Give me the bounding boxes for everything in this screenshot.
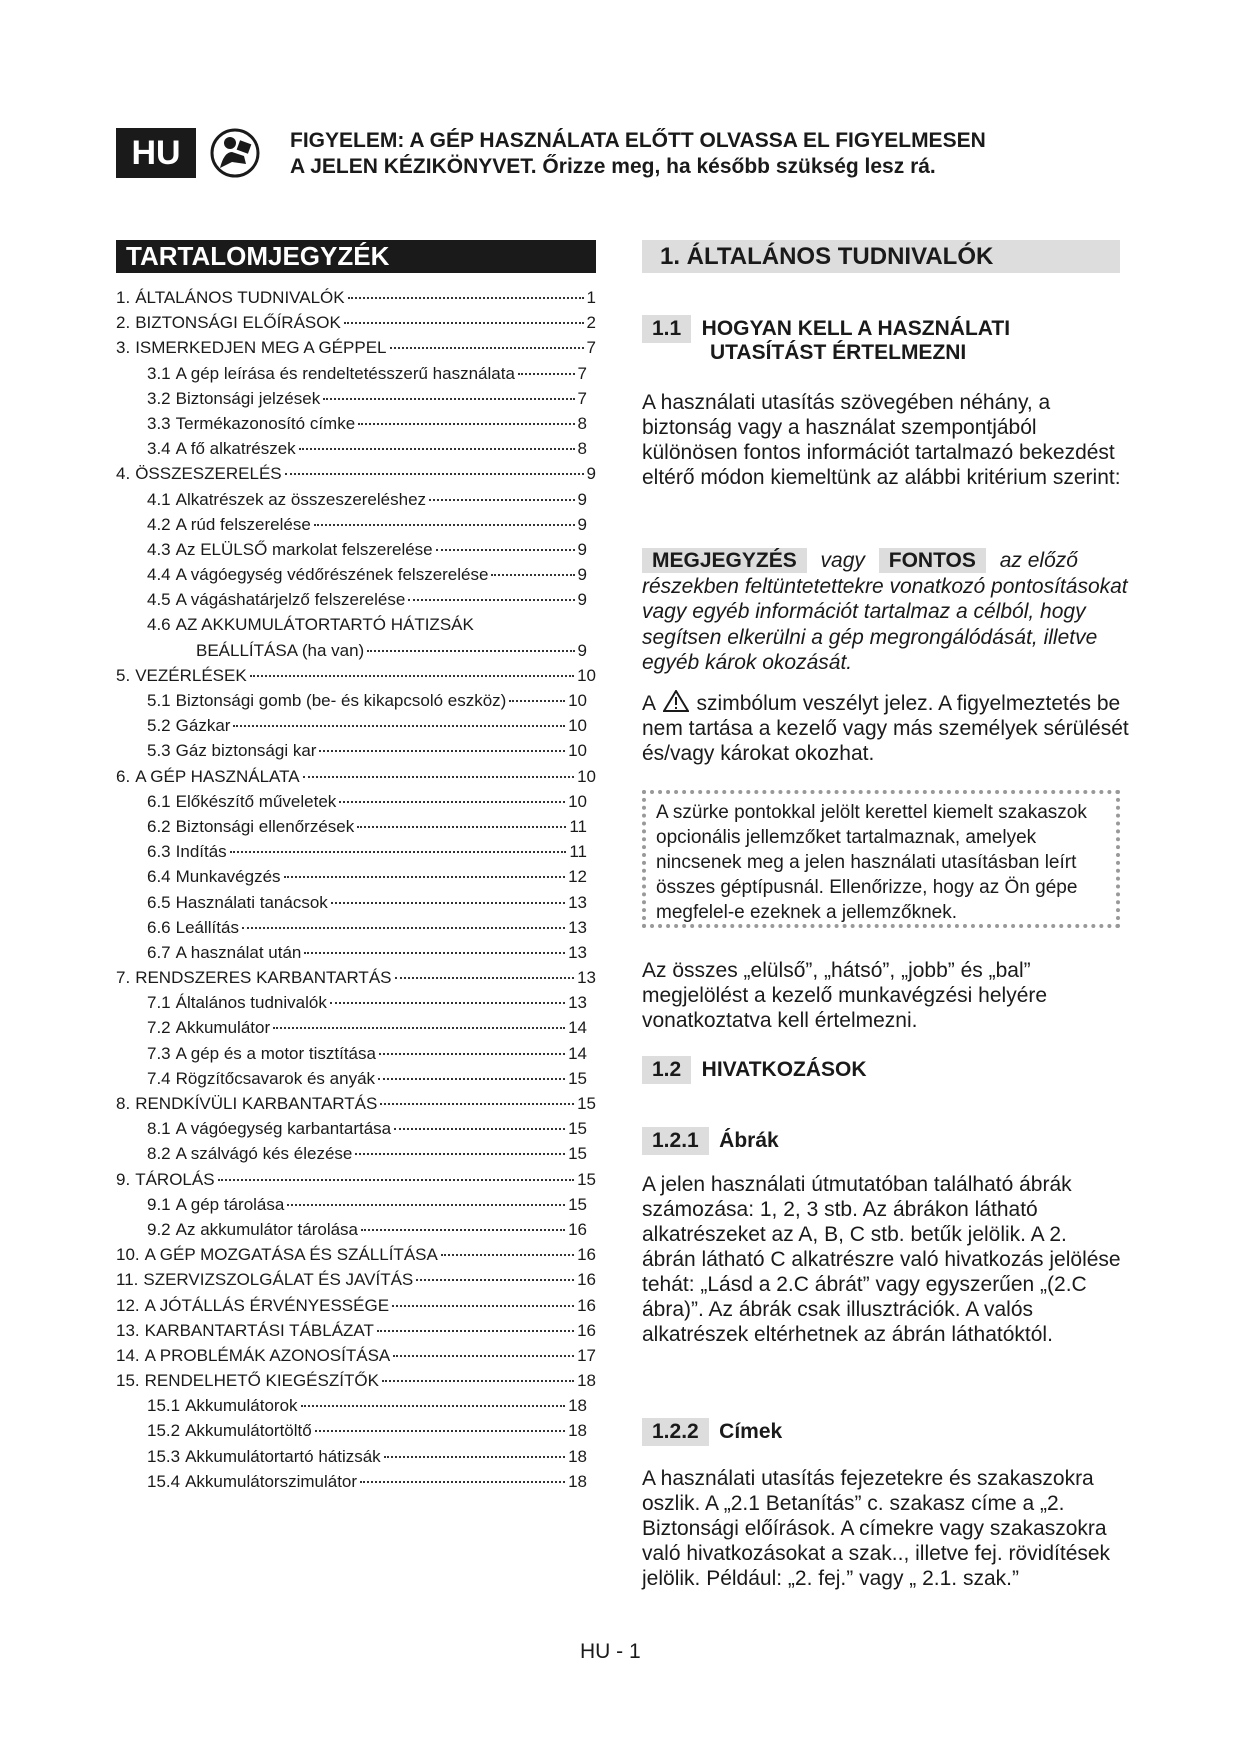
toc-item [116,1044,587,1069]
toc-item-number: 13. [116,1320,140,1340]
toc-item-page: 12 [568,867,587,887]
toc-item-label: A vágóegység védőrészének felszerelése [175,565,489,585]
toc-item-number: 6.4 [147,867,171,887]
toc-item-label: A gép tárolása [175,1194,285,1214]
toc-item-page: 13 [568,993,587,1013]
toc-item [116,540,587,565]
toc-item [116,1170,596,1195]
toc-item [116,490,587,515]
toc-leader-dots [344,322,584,324]
toc-leader-dots [509,700,565,702]
toc-leader-dots [301,1405,566,1407]
section-1-2-title: HIVATKOZÁSOK [701,1058,867,1081]
important-tag: FONTOS [879,548,986,573]
section-1-1-number: 1.1 [642,315,691,343]
toc-item [116,1396,587,1421]
toc-item [116,338,596,363]
toc-item [116,716,587,741]
toc-leader-dots [436,549,575,551]
toc-item [116,1421,587,1446]
toc-item-number: 11. [116,1270,139,1290]
toc-item [116,842,587,867]
note-text-start: az [999,549,1022,572]
toc-leader-dots [382,1380,574,1382]
toc-item-page: 15 [568,1194,587,1214]
toc-item-page: 15 [568,1068,587,1088]
symbol-paragraph [642,690,1132,766]
toc-item-label: Biztonsági ellenőrzések [175,816,355,836]
toc-item-page: 13 [568,917,587,937]
toc-item-label: Munkavégzés [175,867,281,887]
toc-item-label: Gáz biztonsági kar [175,741,317,761]
toc-leader-dots [315,1430,565,1432]
toc-item [116,918,587,943]
toc-item-label: A PROBLÉMÁK AZONOSÍTÁSA [144,1345,391,1365]
toc-item [116,1144,587,1169]
toc-item [116,414,587,439]
toc-item-label: Az ELÜLSŐ markolat felszerelése [175,539,433,559]
toc-item-number: 4.5 [147,590,171,610]
toc-item-page: 16 [577,1320,596,1340]
toc-leader-dots [377,1330,574,1332]
toc-item-label: RENDKÍVÜLI KARBANTARTÁS [135,1094,378,1113]
toc-item [116,364,587,389]
toc-title: TARTALOMJEGYZÉK [116,240,596,273]
toc-item-label: Az akkumulátor tárolása [175,1219,359,1239]
toc-item-number: 5.1 [147,691,171,710]
toc-leader-dots [394,1128,565,1130]
toc-item-number: 7.4 [147,1068,171,1088]
toc-item-page: 7 [577,388,587,408]
toc-item-label: Akkumulátor [175,1018,271,1038]
toc-item-number: 6.5 [147,892,171,912]
toc-item [116,1472,587,1497]
toc-item-page: 11 [569,816,587,836]
toc-leader-dots [218,1179,575,1181]
toc-item [116,1220,587,1245]
toc-item-number: 15. [116,1371,140,1391]
toc-item-number: 10. [116,1245,140,1265]
section-1-2-number: 1.2 [642,1056,691,1084]
toc-item [116,792,587,817]
toc-item [116,389,587,414]
section-1-2-1-paragraph: A jelen használati útmutatóban található ábrák számozása: 1, 2, 3 stb. Az ábrákon látható alkatrészeket az A, B, C stb. betűk jelölik. A 2. ábrán látható C alkatrészre való hivatkozás jelölése tehát: „Lásd a 2.C ábrát” vagy egyszerűen „(2.C ábra)”. Az ábrák csak illusztrációk. A valós alkatrészek eltérhetnek az ábrán láthatóktól. [642,1173,1121,1346]
note-text: előző részekben feltüntetettekre vonatkozó pontosításokat vagy egyéb információt tartalmaz a célból, hogy segítsen elkerülni a gép megrongálódását, illetve egyéb károk okozását. [642,549,1128,674]
toc-item-page: 15 [568,1119,587,1139]
toc-item-number: 15.1 [147,1396,181,1416]
toc-item-page: 2 [586,313,596,333]
warning-line-2: A JELEN KÉZIKÖNYVET. Őrizze meg, ha később szükség lesz rá. [290,155,936,178]
toc-item-label: Akkumulátorok [185,1396,298,1416]
warning-line-1: FIGYELEM: A GÉP HASZNÁLATA ELŐTT OLVASSA EL FIGYELMESEN [290,129,986,152]
toc-item-number: 6.3 [147,842,171,862]
toc-item [116,1296,596,1321]
toc-item-number: 2. [116,313,131,333]
toc-item-page: 9 [577,514,587,534]
toc-item-page: 9 [577,640,587,660]
section-1-2-1-number: 1.2.1 [642,1127,709,1155]
toc-item-page: 18 [577,1371,596,1391]
toc-item [116,1447,587,1472]
toc-item-page: 10 [568,741,587,761]
toc-item-label: Biztonsági jelzések [175,388,321,408]
toc-item-page: 15 [577,1169,596,1189]
toc-item-label: A vágáshatárjelző felszerelése [175,590,406,610]
toc-item [116,641,587,666]
toc-item-label: BIZTONSÁGI ELŐÍRÁSOK [135,313,341,333]
toc-item [116,767,596,792]
section-1-2-2-heading [642,1418,782,1446]
toc-item-page: 11 [569,842,587,862]
toc-leader-dots [491,574,574,576]
toc-item-label: A használat után [175,942,302,962]
optional-features-text: A szürke pontokkal jelölt kerettel kiemelt szakaszok opcionális jellemzőket tartalmaznak, amelyek nincsenek meg a jelen használati utasításban leírt összes géptípusnál. Ellenőrizze, hogy az Ön gépe megfelel-e ezeknek a jellemzőknek. [656,802,1087,923]
symbol-text: szimbólum veszélyt jelez. A figyelmeztetés be nem tartása a kezelő vagy más személyek sérülését és/vagy károkat okozhat. [642,692,1129,765]
safety-warning [290,128,986,180]
toc-item-label: Rögzítőcsavarok és anyák [175,1068,376,1088]
toc-leader-dots [355,1153,565,1155]
toc-item [116,1018,587,1043]
toc-item-page: 9 [586,464,596,484]
symbol-pre: A [642,692,655,715]
toc-item [116,1346,596,1371]
warning-triangle-icon [663,690,689,712]
section-1-1-title-line1: HOGYAN KELL A HASZNÁLATI [701,317,1011,340]
toc-leader-dots [331,902,565,904]
toc-leader-dots [330,1002,565,1004]
or-word: vagy [820,549,865,572]
toc-item-number: 15.4 [147,1471,181,1491]
toc-leader-dots [429,499,575,501]
toc-item-label: A fő alkatrészek [175,439,296,459]
toc-item [116,968,596,993]
toc-item-page: 16 [577,1295,596,1315]
toc-item-label: RENDELHETŐ KIEGÉSZÍTŐK [144,1371,379,1391]
toc-item-label: Akkumulátortöltő [185,1421,312,1441]
toc-item-number: 3.1 [147,363,171,383]
toc-item-number: 3.3 [147,413,171,433]
toc-item-label: ÖSSZESZERELÉS [135,464,282,484]
toc-leader-dots [284,876,566,878]
toc-item-label: Általános tudnivalók [175,993,327,1013]
toc-item-number: 5.2 [147,716,171,736]
toc-item-number: 3.4 [147,439,171,459]
toc-item-page: 10 [577,766,596,786]
toc-item-page: 7 [577,363,587,383]
page-number: HU - 1 [580,1640,641,1663]
direction-paragraph: Az összes „elülső”, „hátsó”, „jobb” és „bal” megjelölést a kezelő munkavégzési helyére vonatkoztatva kell értelmezni. [642,959,1048,1032]
toc-item-label: A rúd felszerelése [175,514,311,534]
toc-item-page: 9 [577,565,587,585]
toc-item-label: SZERVIZSZOLGÁLAT ÉS JAVÍTÁS [143,1270,414,1290]
toc-leader-dots [392,1305,574,1307]
toc-item [116,1245,596,1270]
toc-item [116,993,587,1018]
table-of-contents [116,288,596,1497]
toc-item-label: Biztonsági gomb (be- és kikapcsoló eszköz) [175,691,507,710]
toc-item-number: 6.1 [147,791,171,811]
toc-item-label: Használati tanácsok [175,892,328,912]
toc-item-page: 18 [568,1471,587,1491]
toc-item-number: 6.6 [147,917,171,937]
toc-item-page: 1 [586,288,596,307]
toc-item-label: Alkatrészek az összeszereléshez [175,489,427,509]
toc-item [116,1371,596,1396]
toc-item [116,943,587,968]
toc-item-number: 7.1 [147,993,171,1013]
toc-item-page: 9 [577,539,587,559]
section-1-1-title-line2: UTASÍTÁST ÉRTELMEZNI [710,341,967,364]
toc-item-page: 9 [577,489,587,509]
optional-features-box [642,790,1120,928]
toc-item-label: Akkumulátorszimulátor [185,1471,358,1491]
toc-item-page: 9 [577,590,587,610]
toc-item-label: A JÓTÁLLÁS ÉRVÉNYESSÉGE [144,1295,390,1315]
toc-leader-dots [358,423,574,425]
toc-item [116,615,587,640]
toc-item [116,1195,587,1220]
toc-leader-dots [319,750,565,752]
toc-item-number: 3.2 [147,388,171,408]
toc-item-label: Indítás [175,842,227,862]
toc-item-number: 5.3 [147,741,171,761]
toc-leader-dots [360,1481,565,1483]
toc-item-label: RENDSZERES KARBANTARTÁS [135,968,392,988]
toc-item-number: 4.4 [147,565,171,585]
toc-leader-dots [230,851,567,853]
toc-item-number: 3. [116,338,131,358]
toc-item-label: Gázkar [175,716,231,736]
toc-item-number: 7. [116,968,131,988]
toc-item-number: 4.1 [147,489,171,509]
toc-item-page: 10 [568,716,587,736]
section-1-2-2-paragraph: A használati utasítás fejezetekre és szakaszokra oszlik. A „2.1 Betanítás” c. szakasz címe a „2. Biztonsági előírások. A címekre vagy szakaszokra való hivatkozásokat a szak.., illetve fej. rövidítések jelölik. Például: „2. fej.” vagy „ 2.1. szak.” [642,1467,1111,1590]
toc-item-label: A vágóegység karbantartása [175,1119,392,1139]
toc-item-number: 8.2 [147,1144,171,1164]
toc-item-label: AZ AKKUMULÁTORTARTÓ HÁTIZSÁK [175,615,474,635]
read-manual-icon [210,128,260,178]
note-paragraph [642,548,1132,676]
toc-item [116,741,587,766]
toc-item-page: 7 [586,338,596,358]
toc-item-label: Akkumulátortartó hátizsák [185,1446,381,1466]
toc-item-page: 18 [568,1396,587,1416]
toc-item-page: 13 [568,942,587,962]
toc-leader-dots [304,952,565,954]
section-1-2-1-title: Ábrák [719,1129,779,1152]
toc-item-page: 10 [577,665,596,685]
toc-item-label: TÁROLÁS [135,1169,215,1189]
toc-leader-dots [441,1254,574,1256]
toc-item-number: 4.3 [147,539,171,559]
toc-leader-dots [393,1355,574,1357]
toc-item-page: 10 [568,691,587,710]
toc-item-page: 10 [568,791,587,811]
toc-item-label: VEZÉRLÉSEK [135,665,247,685]
toc-item [116,288,596,313]
section-1-2-2-number: 1.2.2 [642,1418,709,1446]
toc-item-label: KARBANTARTÁSI TÁBLÁZAT [144,1320,374,1340]
toc-item-label: A GÉP HASZNÁLATA [135,766,300,786]
toc-item-page: 13 [568,892,587,912]
toc-item [116,439,587,464]
toc-item-number: 9.2 [147,1219,171,1239]
toc-leader-dots [242,927,565,929]
toc-item-page: 13 [577,968,596,988]
toc-leader-dots [250,675,574,677]
toc-item-number: 8. [116,1094,131,1113]
toc-item [116,666,596,691]
language-badge: HU [116,128,196,178]
toc-item-number: 5. [116,665,131,685]
toc-item [116,515,587,540]
toc-leader-dots [357,826,566,828]
section-1-1-heading [642,315,1010,343]
toc-item-page: 8 [577,413,587,433]
toc-item-label: ÁLTALÁNOS TUDNIVALÓK [135,288,345,307]
toc-leader-dots [518,373,575,375]
toc-item-number: 12. [116,1295,140,1315]
toc-item [116,1094,596,1119]
toc-leader-dots [379,1053,565,1055]
toc-item [116,313,596,338]
toc-item [116,1270,596,1295]
toc-item [116,1119,587,1144]
toc-item [116,565,587,590]
toc-leader-dots [339,801,565,803]
toc-leader-dots [390,347,584,349]
toc-item-number: 15.3 [147,1446,181,1466]
toc-item-number: 14. [116,1345,140,1365]
toc-item [116,893,587,918]
toc-item-number: 8.1 [147,1119,171,1139]
toc-item-number: 15.2 [147,1421,181,1441]
toc-item-number: 6. [116,766,131,786]
toc-leader-dots [367,650,574,652]
toc-item-page: 18 [568,1421,587,1441]
toc-item-number: 1. [116,288,131,307]
toc-leader-dots [299,448,575,450]
toc-item-page: 15 [568,1144,587,1164]
toc-leader-dots [408,599,574,601]
toc-item [116,817,587,842]
toc-item-page: 14 [568,1043,587,1063]
toc-item-page: 18 [568,1446,587,1466]
toc-item-page: 8 [577,439,587,459]
section-1-2-2-title: Címek [719,1420,783,1443]
toc-leader-dots [285,473,584,475]
toc-item-label: Termékazonosító címke [175,413,356,433]
toc-item [116,464,596,489]
toc-item-page: 16 [577,1245,596,1265]
toc-item-number: 7.3 [147,1043,171,1063]
toc-item-number: 4. [116,464,131,484]
toc-leader-dots [384,1456,565,1458]
toc-leader-dots [303,776,575,778]
toc-leader-dots [233,725,565,727]
toc-item [116,1321,596,1346]
toc-item-page: 15 [577,1094,596,1113]
toc-item-label: A szálvágó kés élezése [175,1144,353,1164]
toc-leader-dots [416,1279,574,1281]
note-tag: MEGJEGYZÉS [642,548,807,573]
toc-item-page: 14 [568,1018,587,1038]
toc-item-label: A GÉP MOZGATÁSA ÉS SZÁLLÍTÁSA [144,1245,438,1265]
toc-leader-dots [378,1078,565,1080]
toc-item [116,691,587,716]
section-1-2-1-heading [642,1127,779,1155]
section-1-title: 1. ÁLTALÁNOS TUDNIVALÓK [642,240,1120,273]
toc-item-page: 16 [568,1219,587,1239]
toc-item-label: BEÁLLÍTÁSA (ha van) [196,640,365,660]
toc-item [116,590,587,615]
toc-item-number: 4.2 [147,514,171,534]
toc-item [116,1069,587,1094]
toc-item [116,867,587,892]
toc-item-number: 9. [116,1169,131,1189]
toc-item-label: A gép leírása és rendeltetésszerű használata [175,363,515,383]
toc-item-label: Előkészítő műveletek [175,791,337,811]
toc-leader-dots [395,977,575,979]
toc-item-number: 6.2 [147,816,171,836]
toc-leader-dots [361,1229,565,1231]
toc-item-number: 9.1 [147,1194,171,1214]
toc-leader-dots [273,1027,565,1029]
toc-item-page: 16 [577,1270,596,1290]
section-1-2-heading [642,1056,867,1084]
toc-leader-dots [380,1103,574,1105]
toc-item-number: 7.2 [147,1018,171,1038]
toc-item-number: 4.6 [147,615,171,635]
toc-item-label: Leállítás [175,917,239,937]
toc-item-page: 17 [577,1345,596,1365]
toc-leader-dots [348,297,584,299]
toc-leader-dots [287,1204,565,1206]
toc-leader-dots [314,524,575,526]
toc-leader-dots [323,398,574,400]
toc-item-number: 6.7 [147,942,171,962]
section-1-1-paragraph: A használati utasítás szövegében néhány, a biztonság vagy a használat szempontjából különösen fontos információt tartalmazó bekezdést eltérő módon kiemeltünk az alábbi kritérium szerint: [642,391,1121,489]
toc-item-label: ISMERKEDJEN MEG A GÉPPEL [135,338,387,358]
toc-item-label: A gép és a motor tisztítása [175,1043,376,1063]
